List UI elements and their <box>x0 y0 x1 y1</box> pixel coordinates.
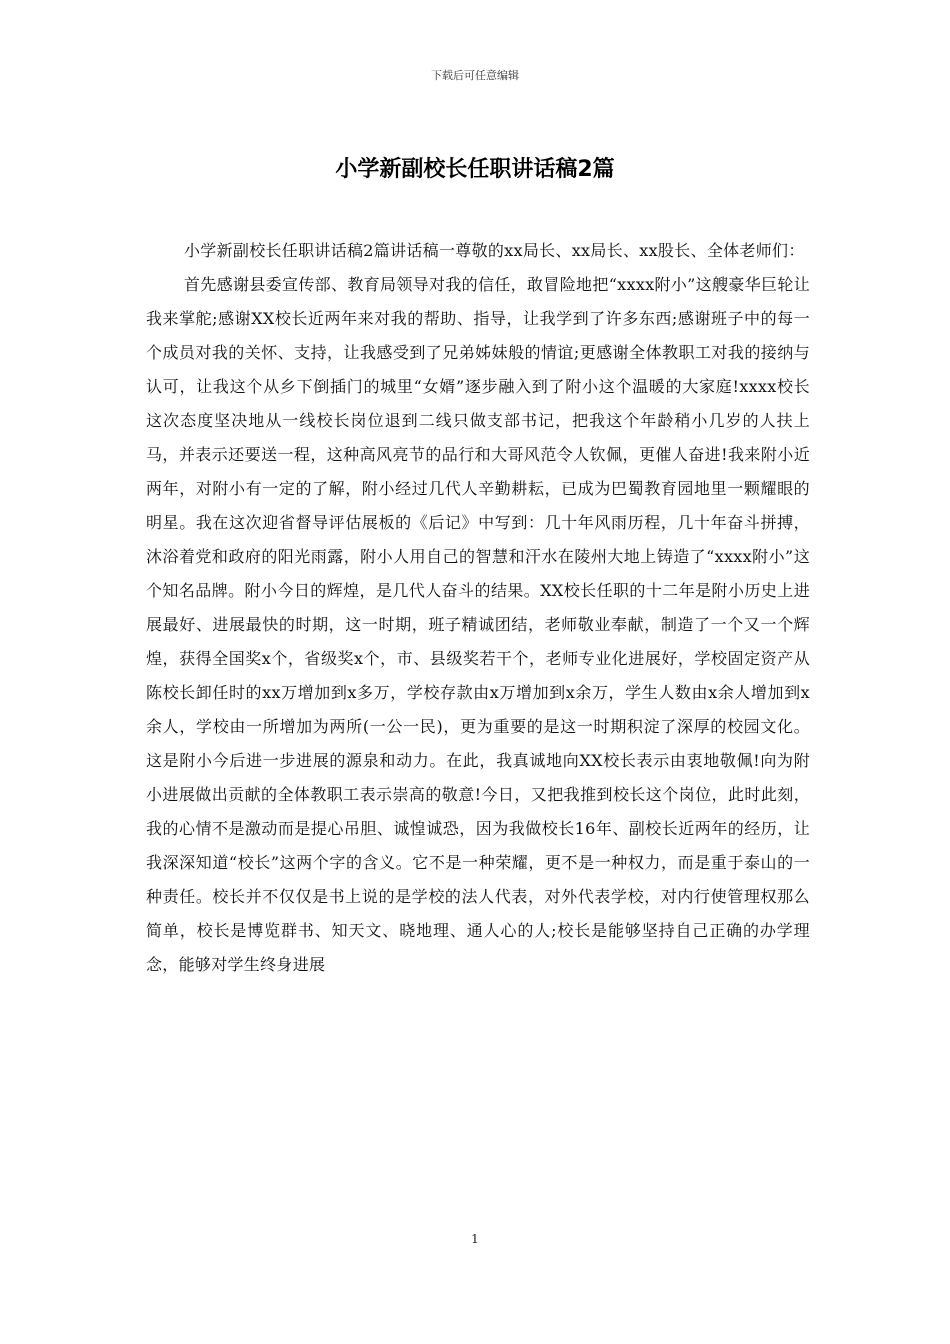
paragraph-salutation: 小学新副校长任职讲话稿2篇讲话稿一尊敬的xx局长、xx局长、xx股长、全体老师们： <box>184 241 805 260</box>
page-header-note: 下载后可任意编辑 <box>431 69 519 82</box>
paragraph-main: 首先感谢县委宣传部、教育局领导对我的信任，敢冒险地把“xxxx附小”这艘豪华巨轮让我来掌舵;感谢XX校长近两年来对我的帮助、指导，让我学到了许多东西;感谢班子中的每一个成员对我的关怀、支持，让我感受到了兄弟姊妹般的情谊;更感谢全体教职工对我的接纳与认可，让我这个从乡下倒插门的城里“女婿”逐步融入到了附小这个温暖的大家庭!xxxx校长这次态度坚决地从一线校长岗位退到二线只做支部书记，把我这个年龄稍小几岁的人扶上马，并表示还要送一程，这种高风亮节的品行和大哥风范令人钦佩，更催人奋进!我来附小近两年，对附小有一定的了解，附小经过几代人辛勤耕耘，已成为巴蜀教育园地里一颗耀眼的明星。我在这次迎省督导评估展板的《后记》中写到：几十年风雨历程，几十年奋斗拼搏，沐浴着党和政府的阳光雨露，附小人用自己的智慧和汗水在陵州大地上铸造了“xxxx附小”这个知名品牌。附小今日的辉煌，是几代人奋斗的结果。XX校长任职的十二年是附小历史上进展最好、进展最快的时期，这一时期，班子精诚团结，老师敬业奉献，制造了一个又一个辉煌，获得全国奖x个，省级奖x个，市、县级奖若干个，老师专业化进展好，学校固定资产从陈校长卸任时的xx万增加到x多万，学校存款由x万增加到x余万，学生人数由x余人增加到x余人，学校由一所增加为两所(一公一民)，更为重要的是这一时期积淀了深厚的校园文化。这是附小今后进一步进展的源泉和动力。在此，我真诚地向XX校长表示由衷地敬佩!向为附小进展做出贡献的全体教职工表示崇高的敬意!今日，又把我推到校长这个岗位，此时此刻，我的心情不是激动而是提心吊胆、诚惶诚恐，因为我做校长16年、副校长近两年的经历，让我深深知道“校长”这两个字的含义。它不是一种荣耀，更不是一种权力，而是重于泰山的一种责任。校长并不仅仅是书上说的是学校的法人代表，对外代表学校，对内行使管理权那么简单，校长是博览群书、知天文、晓地理、通人心的人;校长是能够坚持自己正确的办学理念，能够对学生终身进展 <box>146 275 810 974</box>
page-number: 1 <box>471 1232 479 1246</box>
document-title: 小学新副校长任职讲话稿2篇 <box>335 157 615 182</box>
document-body <box>146 234 810 982</box>
